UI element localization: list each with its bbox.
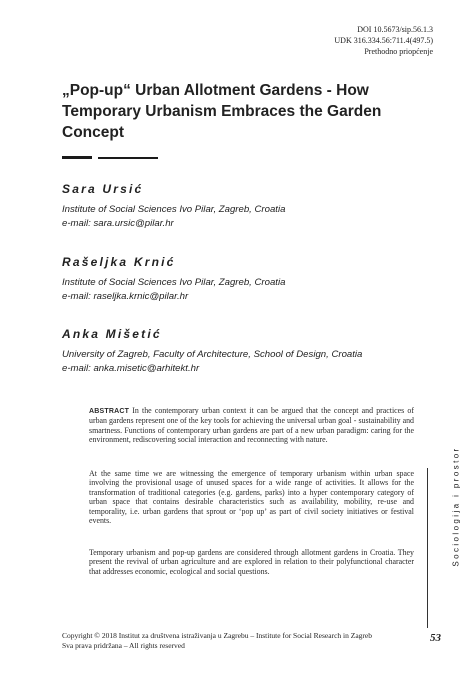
page-number: 53	[430, 632, 441, 644]
copyright-line: Copyright © 2018 Institut za društvena istraživanja u Zagrebu – Institute for Social Research in Zagreb	[62, 631, 372, 640]
udk-line: UDK 316.334.56:711.4(497.5)	[334, 36, 433, 45]
author-institution: University of Zagreb, Faculty of Architecture, School of Design, Croatia	[62, 349, 363, 360]
abstract-paragraph: At the same time we are witnessing the emergence of temporary urbanism within urban space involving the provisional usage of unused spaces for a wide range of activities. It allows for the transformation of traditional categories (e.g. gardens, parks) into a hyper contemporary category of urban space that contains desirable characteristics such as availability, mobility, re-use and temporality, i.e. urban gardens that sprout or ‘pop up’ as part of civil society initiatives or festival events.	[89, 469, 414, 526]
author-name: Anka Mišetić	[62, 327, 162, 341]
author-name: Sara Ursić	[62, 182, 144, 196]
abstract-label: ABSTRACT	[89, 408, 130, 415]
copyright-footer	[62, 631, 372, 650]
abstract-text: In the contemporary urban context it can be argued that the concept and practices of urban gardens represent one of the key tools for achieving the universal urban goal - sustainability and smartness. Functions of contemporary urban gardens are part of a new urban paradigm: caring for the environment, rediscovering social interaction and reconnecting with nature.	[89, 406, 414, 445]
rights-line: Sva prava pridržana – All rights reserved	[62, 640, 185, 650]
journal-sidebar	[444, 392, 468, 620]
author-email: e-mail: anka.misetic@arhitekt.hr	[62, 363, 200, 374]
title-divider-thin	[98, 157, 158, 159]
author-institution: Institute of Social Sciences Ivo Pilar, Zagreb, Croatia	[62, 277, 286, 288]
article-title: „Pop-up“ Urban Allotment Gardens - How Temporary Urbanism Embraces the Garden Concept	[62, 82, 382, 141]
author-name: Rašeljka Krnić	[62, 255, 176, 269]
author-institution: Institute of Social Sciences Ivo Pilar, Zagreb, Croatia	[62, 204, 286, 215]
article-type: Prethodno priopćenje	[364, 47, 433, 56]
sidebar-rule	[427, 468, 428, 628]
author-email: e-mail: sara.ursic@pilar.hr	[62, 218, 174, 229]
abstract-paragraph: Temporary urbanism and pop-up gardens are considered through allotment gardens in Croatia. They present the revival of urban agriculture and are explored in relation to their polyfunctional character that addresses economic, ecological and social questions.	[89, 548, 414, 576]
doi-line: DOI 10.5673/sip.56.1.3	[357, 25, 433, 34]
title-divider-thick	[62, 156, 92, 159]
author-email: e-mail: raseljka.krnic@pilar.hr	[62, 291, 189, 302]
article-metadata	[334, 24, 433, 57]
abstract-paragraph	[89, 406, 414, 445]
journal-name: Sociologija i prostor	[451, 445, 461, 567]
